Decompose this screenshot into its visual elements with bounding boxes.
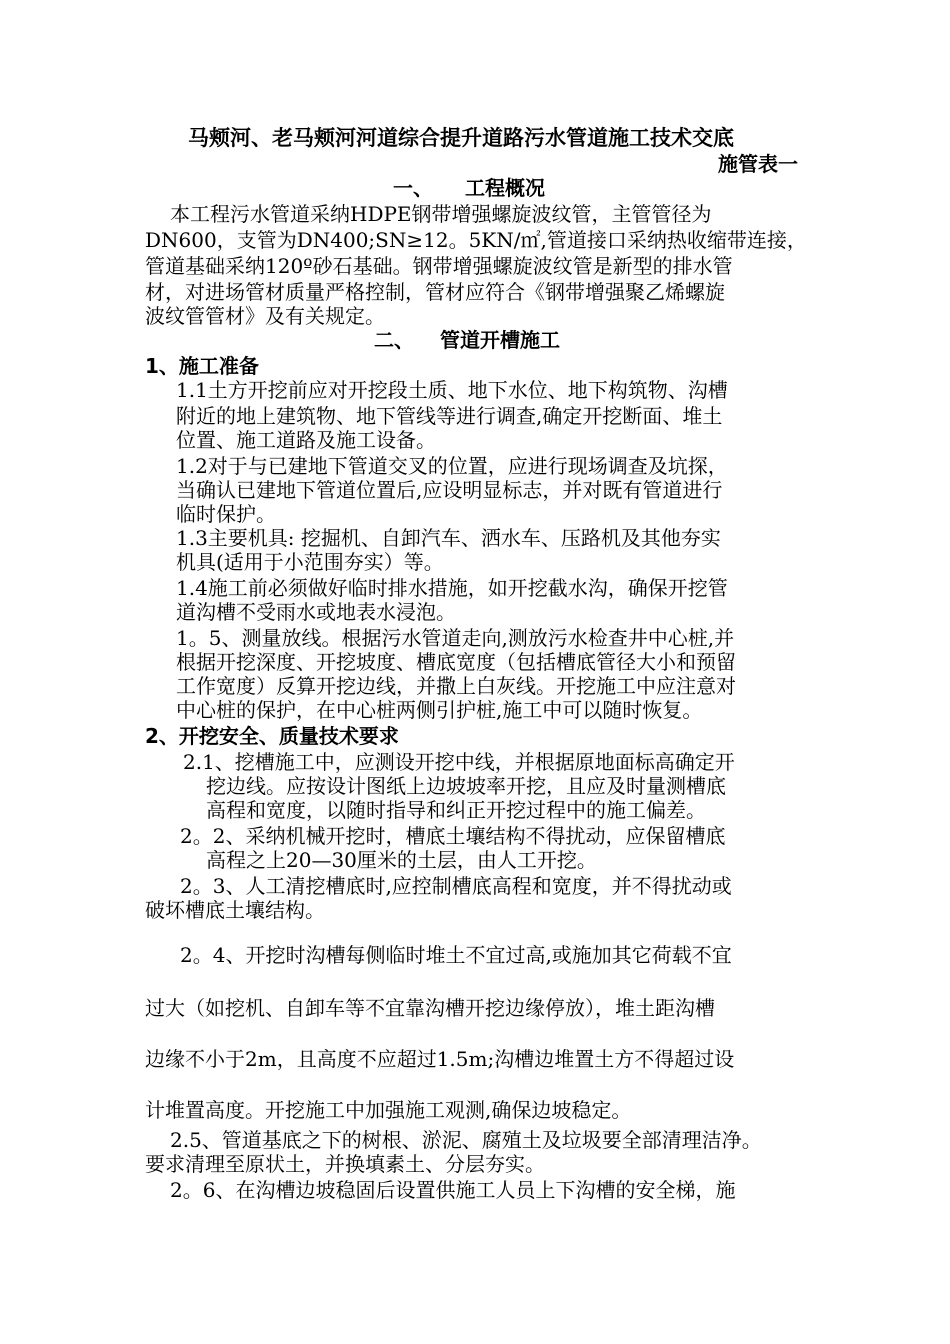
document-title: 马颊河、老马颊河河道综合提升道路污水管道施工技术交底 [188, 126, 734, 150]
paragraph-line: 工作宽度）反算开挖边线，并撒上白灰线。开挖施工中应注意对 [176, 674, 736, 698]
paragraph-line: 2.5、管道基底之下的树根、淤泥、腐殖土及垃圾要全部清理洁净。 [170, 1128, 762, 1152]
subsection1-heading: 1、施工准备 [145, 354, 259, 378]
paragraph-line: 2。3、人工清挖槽底时,应控制槽底高程和宽度，并不得扰动或 [180, 874, 732, 898]
paragraph-line: 1.4施工前必须做好临时排水措施，如开挖截水沟，确保开挖管 [176, 576, 728, 600]
paragraph-line: 根据开挖深度、开挖坡度、槽底宽度（包括槽底管径大小和预留 [176, 650, 736, 674]
section2-heading: 管道开槽施工 [440, 328, 560, 352]
paragraph-line: 位置、施工道路及施工设备。 [176, 428, 436, 452]
section1-heading: 工程概况 [465, 176, 545, 200]
paragraph-line: 中心桩的保护，在中心桩两侧引护桩,施工中可以随时恢复。 [176, 698, 703, 722]
subsection2-heading: 2、开挖安全、质量技术要求 [145, 724, 399, 748]
paragraph-line: 2。4、开挖时沟槽每侧临时堆土不宜过高,或施加其它荷载不宜 [180, 943, 732, 967]
paragraph-line: 高程和宽度，以随时指导和纠正开挖过程中的施工偏差。 [206, 798, 706, 822]
paragraph-line: 1。5、测量放线。根据污水管道走向,测放污水检查井中心桩,并 [176, 626, 735, 650]
paragraph-line: 破坏槽底土壤结构。 [145, 898, 325, 922]
paragraph-line: 计堆置高度。开挖施工中加强施工观测,确保边坡稳定。 [145, 1098, 632, 1122]
paragraph-line: 机具(适用于小范围夯实）等。 [176, 550, 444, 574]
paragraph-line: 道沟槽不受雨水或地表水浸泡。 [176, 600, 456, 624]
form-number: 施管表一 [718, 152, 798, 176]
paragraph-line: 高程之上20—30厘米的土层，由人工开挖。 [206, 848, 597, 872]
paragraph-line: DN600，支管为DN400;SN≥12。5KN/㎡,管道接口采纳热收缩带连接， [145, 228, 807, 252]
paragraph-line: 2.1、挖槽施工中，应测设开挖中线，并根据原地面标高确定开 [183, 750, 735, 774]
paragraph-line: 2。6、在沟槽边坡稳固后设置供施工人员上下沟槽的安全梯，施 [170, 1178, 736, 1202]
paragraph-line: 边缘不小于2m，且高度不应超过1.5m;沟槽边堆置土方不得超过设 [145, 1047, 735, 1071]
paragraph-line: 1.1土方开挖前应对开挖段土质、地下水位、地下构筑物、沟槽 [176, 378, 728, 402]
paragraph-line: 管道基础采纳120º砂石基础。钢带增强螺旋波纹管是新型的排水管 [145, 254, 733, 278]
paragraph-line: 材，对进场管材质量严格控制，管材应符合《钢带增强聚乙烯螺旋 [145, 280, 725, 304]
paragraph-line: 要求清理至原状土，并换填素土、分层夯实。 [145, 1152, 545, 1176]
paragraph-line: 临时保护。 [176, 502, 276, 526]
paragraph-line: 1.3主要机具: 挖掘机、自卸汽车、洒水车、压路机及其他夯实 [176, 526, 721, 550]
section1-number: 一、 [393, 176, 433, 200]
paragraph-line: 当确认已建地下管道位置后,应设明显标志，并对既有管道进行 [176, 478, 723, 502]
paragraph-line: 附近的地上建筑物、地下管线等进行调查,确定开挖断面、堆土 [176, 404, 723, 428]
paragraph-line: 过大（如挖机、自卸车等不宜靠沟槽开挖边缘停放），堆土距沟槽 [145, 996, 715, 1020]
paragraph-line: 挖边线。应按设计图纸上边坡坡率开挖，且应及时量测槽底 [206, 774, 726, 798]
paragraph-line: 波纹管管材》及有关规定。 [145, 304, 385, 328]
paragraph-line: 本工程污水管道采纳HDPE钢带增强螺旋波纹管，主管管径为 [170, 202, 712, 226]
section2-number: 二、 [374, 328, 414, 352]
paragraph-line: 2。2、采纳机械开挖时，槽底土壤结构不得扰动，应保留槽底 [180, 824, 726, 848]
paragraph-line: 1.2对于与已建地下管道交叉的位置，应进行现场调查及坑探， [176, 454, 728, 478]
